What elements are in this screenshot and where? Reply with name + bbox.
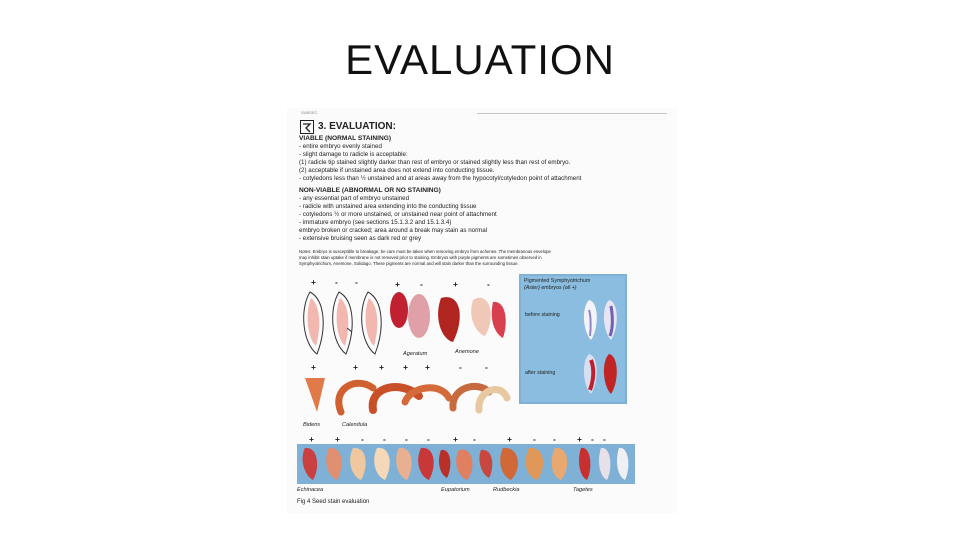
figure-caption: Fig 4 Seed stain evaluation — [297, 499, 370, 505]
species-label: Eupatorium — [441, 487, 470, 493]
stain-symbol: - — [361, 434, 364, 444]
viable-item: (2) acceptable if unstained area does not extend into conducting tissue. — [299, 167, 495, 174]
slide-title: EVALUATION — [345, 36, 615, 83]
stain-symbol: - — [459, 362, 462, 372]
stain-symbol: + — [403, 362, 408, 372]
note-line: Notes: Embryo is susceptible to breakage; be care must be taken when removing embryo from achenes. The membranous envelope — [299, 249, 551, 254]
nonviable-heading: NON-VIABLE (ABNORMAL OR NO STAINING) — [299, 187, 441, 194]
species-label: Ageratum — [403, 351, 428, 357]
viable-heading: VIABLE (NORMAL STAINING) — [299, 135, 392, 142]
species-label: Bidens — [303, 422, 321, 428]
stain-symbol: + — [379, 362, 384, 372]
note-line: may inhibit stain uptake if membrane is not removed prior to staining. Embryos with purple pigments are sometimes observed in — [299, 255, 542, 260]
before-staining-embryos — [579, 296, 623, 344]
embryo-diagram — [295, 288, 387, 358]
nonviable-item: - any essential part of embryo unstained — [299, 195, 410, 202]
stain-symbol: + — [311, 362, 316, 372]
nonviable-item: - cotyledons ½ or more unstained, or unstained near point of attachment — [299, 211, 497, 218]
stain-symbol: + — [335, 434, 340, 444]
stain-symbol: - — [355, 277, 358, 287]
section-title: 3. EVALUATION: — [318, 121, 396, 132]
species-label: Echinacea — [297, 487, 324, 493]
header-corner: SUBSEC — [301, 110, 318, 115]
stain-symbol: + — [453, 279, 458, 289]
stain-symbol: - — [427, 434, 430, 444]
after-staining-label: after staining — [525, 370, 556, 376]
note-line: Symphyotrichum, Anemone, Solidago. These pigments are normal and will stain darker than the surrounding tissue. — [299, 261, 519, 266]
species-label: Rudbeckia — [493, 487, 520, 493]
stain-symbol: - — [383, 434, 386, 444]
top-row-embryos — [389, 290, 511, 350]
stain-symbol: + — [453, 434, 458, 444]
viable-item: (1) radicle tip stained slightly darker than rest of embryo or stained slightly less than rest of embryo. — [299, 159, 571, 166]
nonviable-item: - radicle with unstained area extending into the conducting tissue — [299, 203, 477, 210]
stain-symbol: + — [577, 434, 582, 444]
before-staining-label: before staining — [525, 312, 560, 318]
section-icon — [300, 120, 314, 134]
stain-symbol: + — [309, 434, 314, 444]
stain-symbol: - — [473, 434, 476, 444]
bottom-row-embryos — [297, 444, 635, 484]
species-label: Anemone — [455, 349, 479, 355]
nonviable-item: - immature embryo (see sections 15.1.3.2 and 15.1.3.4) — [299, 219, 452, 226]
stain-symbol: + — [425, 362, 430, 372]
stain-symbol: - — [533, 434, 536, 444]
stain-symbol: + — [311, 277, 316, 287]
bottom-row-panel — [297, 444, 635, 484]
scanned-document — [287, 108, 677, 513]
nonviable-item: - extensive bruising seen as dark red or grey — [299, 235, 422, 242]
header-rule — [477, 113, 667, 114]
nonviable-item: embryo broken or cracked; area around a break may stain as normal — [299, 227, 488, 234]
stain-symbol: - — [591, 434, 594, 444]
stain-symbol: - — [487, 279, 490, 289]
pigmented-panel — [519, 274, 627, 404]
species-label: Tagetes — [573, 487, 593, 493]
stain-symbol: + — [507, 434, 512, 444]
stain-symbol: + — [353, 362, 358, 372]
middle-row-embryos — [301, 372, 511, 418]
stain-symbol: - — [405, 434, 408, 444]
stain-symbol: - — [553, 434, 556, 444]
viable-item: - slight damage to radicle is acceptable: — [299, 151, 408, 158]
viable-item: - cotyledons less than ½ unstained and at areas away from the hypocotyl/cotyledon point of attachment — [299, 175, 582, 182]
stain-symbol: - — [335, 277, 338, 287]
stain-symbol: - — [485, 362, 488, 372]
stain-symbol: + — [395, 279, 400, 289]
pigmented-title: Pigmented Symphyotrichum — [524, 278, 591, 284]
stain-symbol: - — [420, 279, 423, 289]
species-label: Calendula — [342, 422, 368, 428]
pigmented-subtitle: (Aster) embryos (all +) — [524, 285, 577, 291]
stain-symbol: - — [603, 434, 606, 444]
viable-item: - entire embryo evenly stained — [299, 143, 382, 150]
after-staining-embryos — [579, 350, 623, 398]
